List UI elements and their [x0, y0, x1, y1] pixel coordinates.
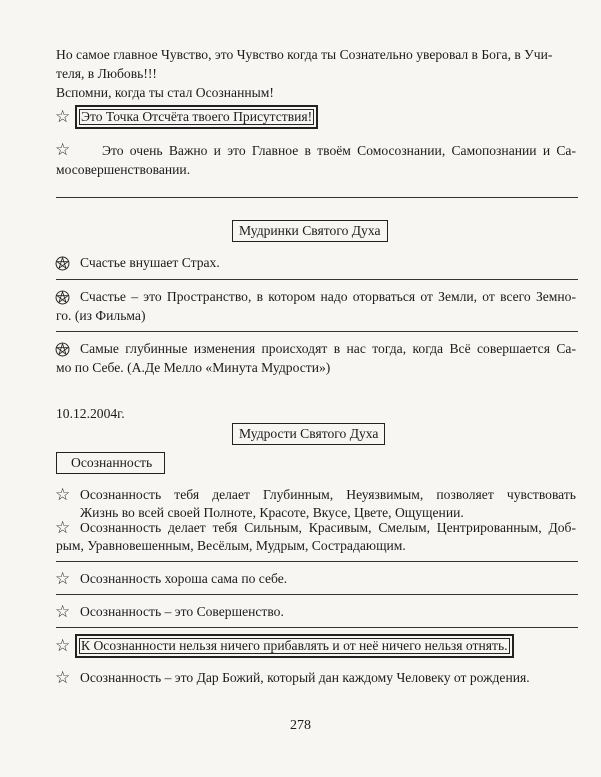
intro-line-1: Но самое главное Чувство, это Чувство когда ты Сознательно уверовал в Бога, в Учи- [56, 47, 553, 62]
divider [56, 561, 578, 562]
star-outline-icon: ☆ [55, 107, 71, 127]
wisdom-2-line-1: Счастье – это Пространство, в котором надо оторваться от Земли, от всего Земно- [80, 289, 576, 304]
pentacle-icon [55, 256, 70, 271]
star-outline-icon: ☆ [55, 485, 71, 505]
star-outline-icon: ☆ [55, 636, 71, 656]
star-outline-icon: ☆ [55, 569, 71, 589]
divider [56, 627, 578, 628]
divider [56, 197, 578, 198]
item-2-line-1: Осознанность делает тебя Сильным, Красивым, Смелым, Центрированным, Доб- [80, 520, 576, 535]
highlight-box-1 [75, 105, 318, 129]
item-1-line-2: Жизнь во всей своей Полноте, Красоте, Вкусе, Цвете, Ощущении. [80, 505, 464, 520]
date: 10.12.2004г. [56, 406, 125, 421]
point-2-line-2: мосовершенствовании. [56, 162, 191, 177]
wisdom-2-line-2: го. (из Фильма) [56, 308, 146, 323]
section-1-title: Мудринки Святого Духа [232, 220, 388, 242]
section-2-title: Мудрости Святого Духа [232, 423, 385, 445]
wisdom-1-text: Счастье внушает Страх. [80, 255, 220, 270]
point-2-line-1: Это очень Важно и это Главное в твоём Сомосознании, Самопознании и Са- [102, 143, 576, 158]
wisdom-3-line-1: Самые глубинные изменения происходят в нас тогда, когда Всё совершается Са- [80, 341, 576, 356]
item-3-text: Осознанность хороша сама по себе. [80, 571, 288, 586]
divider [56, 594, 578, 595]
star-outline-icon: ☆ [55, 668, 71, 688]
item-5-text: К Осознанности нельзя ничего прибавлять и от неё ничего нельзя отнять. [81, 638, 508, 653]
point-1-text: Это Точка Отсчёта твоего Присутствия! [81, 109, 313, 124]
star-outline-icon: ☆ [55, 518, 71, 538]
highlight-box-2 [75, 634, 514, 658]
star-outline-icon: ☆ [55, 602, 71, 622]
divider [56, 331, 578, 332]
intro-line-2: теля, в Любовь!!! [56, 66, 157, 81]
item-2-line-2: рым, Уравновешенным, Весёлым, Мудрым, Сострадающим. [56, 538, 406, 553]
wisdom-3-line-2: мо по Себе. (А.Де Мелло «Минута Мудрости») [56, 360, 331, 375]
item-4-text: Осознанность – это Совершенство. [80, 604, 284, 619]
item-6-text: Осознанность – это Дар Божий, который дан каждому Человеку от рождения. [80, 670, 530, 685]
item-1-line-1: Осознанность тебя делает Глубинным, Неуязвимым, позволяет чувствовать [80, 487, 576, 502]
intro-line-3: Вспомни, когда ты стал Осознанным! [56, 85, 274, 100]
star-outline-icon: ☆ [55, 140, 71, 160]
divider [56, 279, 578, 280]
page-number: 278 [290, 718, 311, 733]
subtitle-box: Осознанность [56, 452, 165, 474]
